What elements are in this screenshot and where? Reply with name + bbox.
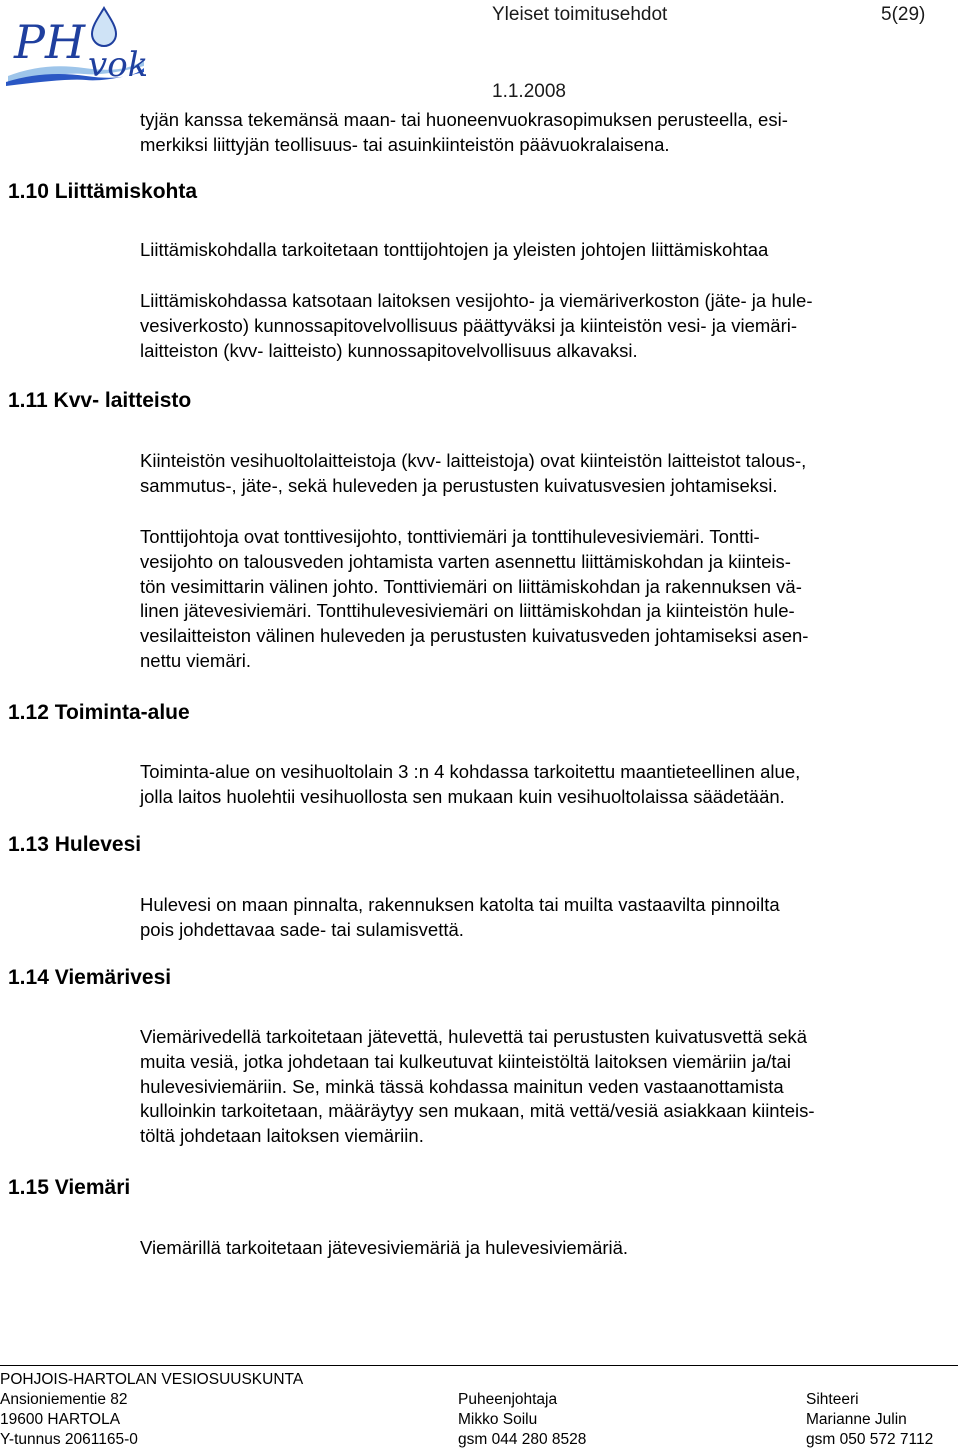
footer-address-column <box>0 1390 138 1450</box>
section-heading-1-15: 1.15 Viemäri <box>8 1176 131 1199</box>
intro-paragraph: tyjän kanssa tekemänsä maan- tai huoneenvuokrasopimuksen perusteella, esi- merkiksi liittyjän teollisuus- tai asuinkiinteistön päävuokralaisena. <box>140 109 788 155</box>
footer-secretary-name: Marianne Julin <box>806 1411 907 1428</box>
page-number: 5(29) <box>881 4 926 25</box>
section-1-15-paragraph-1: Viemärillä tarkoitetaan jätevesiviemäriä ja hulevesiviemäriä. <box>140 1237 629 1258</box>
section-1-13-paragraph-1: Hulevesi on maan pinnalta, rakennuksen katolta tai muilta vastaavilta pinnoilta pois johdettavaa sade- tai sulamisvettä. <box>140 894 780 940</box>
logo-text-ph: PH <box>14 15 86 69</box>
section-heading-1-13: 1.13 Hulevesi <box>8 833 142 856</box>
section-1-12-paragraph-1: Toiminta-alue on vesihuoltolain 3 :n 4 kohdassa tarkoitettu maantieteellinen alue, jolla laitos huolehtii vesihuollosta sen mukaan kuin vesihuoltolaissa säädetään. <box>140 761 801 807</box>
section-heading-1-10: 1.10 Liittämiskohta <box>8 180 198 203</box>
footer-org-name: POHJOIS-HARTOLAN VESIOSUUSKUNTA <box>0 1371 304 1388</box>
footer-secretary-title: Sihteeri <box>806 1391 859 1408</box>
footer-chair-column <box>458 1390 586 1450</box>
document-date: 1.1.2008 <box>492 81 566 102</box>
footer-chair-name: Mikko Soilu <box>458 1411 538 1428</box>
section-1-14-paragraph-1: Viemärivedellä tarkoitetaan jätevettä, hulevettä tai perustusten kuivatusvettä sekä muita vesiä, jotka johdetaan tai kulkeutuvat kiinteistöltä laitoksen viemäriin ja/tai hulevesiviemäriin. Se, minkä tässä kohdassa mainitun veden vastaanottamista kulloinkin tarkoitetaan, määräytyy sen mukaan, mitä vettä/vesiä asiakkaan kiinteis- töltä johdetaan laitoksen viemäriin. <box>140 1026 815 1147</box>
footer-business-id: Y-tunnus 2061165-0 <box>0 1431 138 1448</box>
footer-address-street: Ansioniementie 82 <box>0 1391 128 1408</box>
section-1-10-paragraph-2: Liittämiskohdassa katsotaan laitoksen vesijohto- ja viemäriverkoston (jäte- ja hule- vesiverkosto) kunnossapitovelvollisuus päättyväksi ja kiinteistön vesi- ja viemäri- laitteiston (kvv- laitteisto) kunnossapitovelvollisuus alkavaksi. <box>140 290 813 361</box>
footer-secretary-column <box>806 1390 933 1450</box>
logo-graphic <box>4 2 146 88</box>
water-drop-icon <box>92 8 116 46</box>
organization-logo <box>4 2 146 88</box>
section-1-11-paragraph-1: Kiinteistön vesihuoltolaitteistoja (kvv- laitteistoja) ovat kiinteistön laitteistot talous-, sammutus-, jäte-, sekä huleveden ja perustusten kuivatusvesien johtamiseksi. <box>140 450 807 496</box>
footer-chair-title: Puheenjohtaja <box>458 1391 558 1408</box>
footer-address-city: 19600 HARTOLA <box>0 1411 121 1428</box>
section-1-11-paragraph-2: Tonttijohtoja ovat tonttivesijohto, tonttiviemäri ja tonttihulevesiviemäri. Tontti- vesijohto on talousveden johtamista varten asennettu liittämiskohdan ja kiinteis- tön vesimittarin välinen johto. Tonttiviemäri on liittämiskohdan ja rakennuksen vä- linen jätevesiviemäri. Tonttihulevesiviemäri on liittämiskohdan ja kiinteistön hule- vesilaitteiston välinen huleveden ja perustusten kuivatusveden johtamiseksi asen- nettu viemäri. <box>140 526 809 671</box>
footer-secretary-phone: gsm 050 572 7112 <box>806 1431 934 1448</box>
section-heading-1-12: 1.12 Toiminta-alue <box>8 701 190 724</box>
section-heading-1-14: 1.14 Viemärivesi <box>8 966 172 989</box>
section-heading-1-11: 1.11 Kvv- laitteisto <box>8 389 192 412</box>
document-title: Yleiset toimitusehdot <box>492 4 668 25</box>
section-1-10-paragraph-1: Liittämiskohdalla tarkoitetaan tonttijohtojen ja yleisten johtojen liittämiskohtaa <box>140 239 769 260</box>
footer-chair-phone: gsm 044 280 8528 <box>458 1431 587 1448</box>
footer-divider <box>0 1365 958 1366</box>
logo-text-vok: vok <box>88 45 146 85</box>
